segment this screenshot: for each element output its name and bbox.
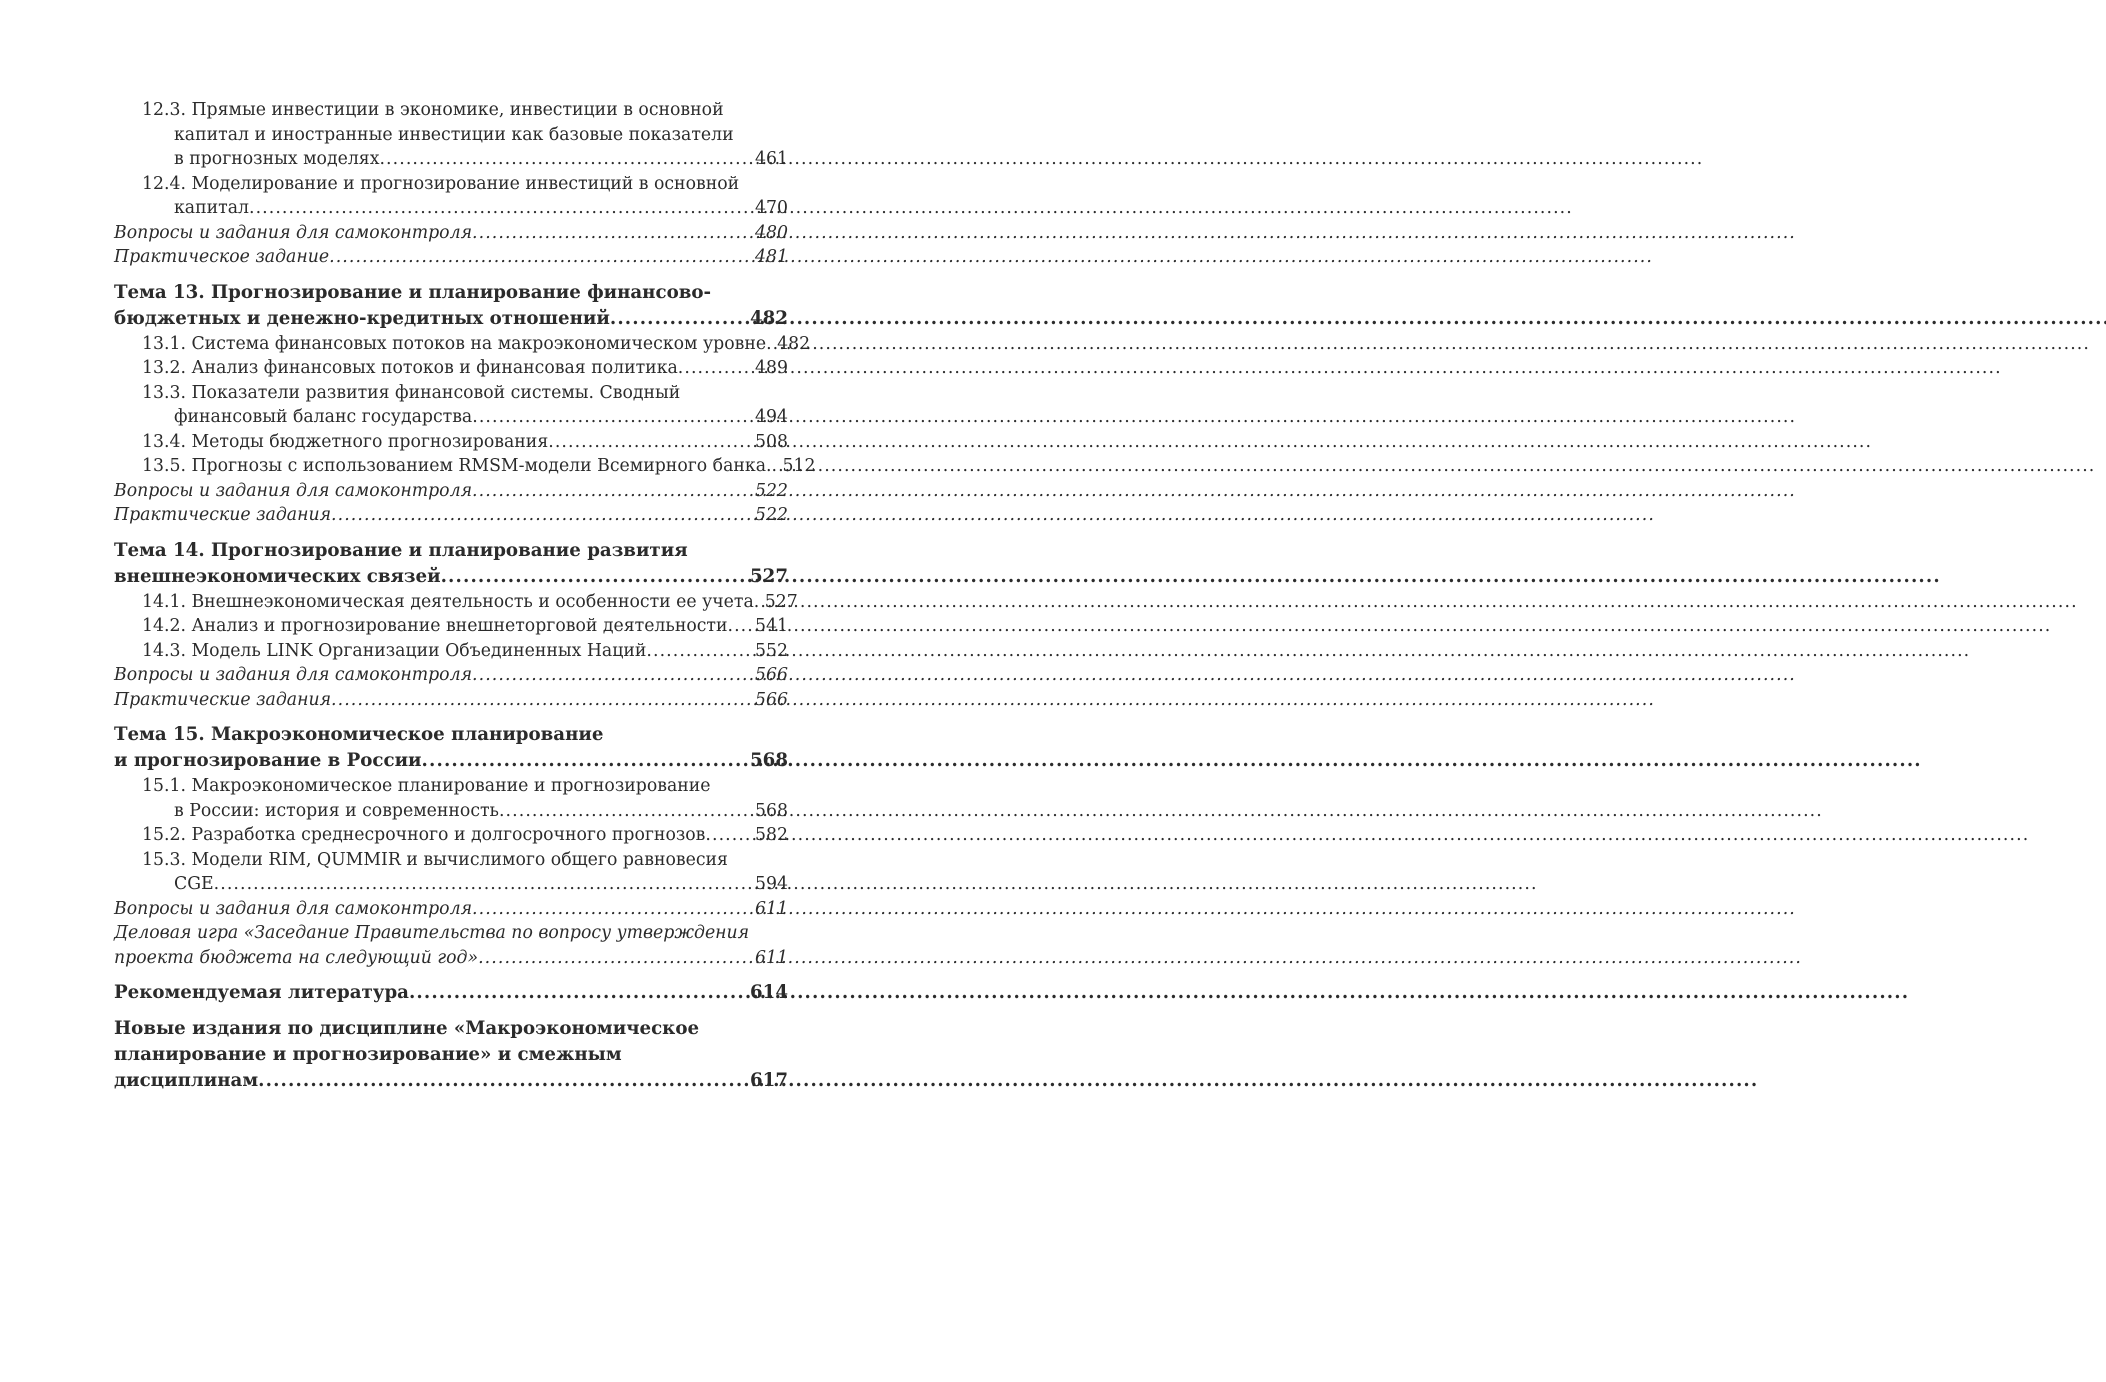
table-of-contents xyxy=(114,98,816,1094)
toc-entry-title: Практические задания xyxy=(114,689,332,710)
toc-entry-title: внешнеэкономических связей xyxy=(114,565,441,587)
toc-entry-title: Вопросы и задания для самоконтроля xyxy=(114,480,473,501)
toc-section-entry[interactable] xyxy=(114,639,788,664)
dot-leader xyxy=(472,663,752,688)
toc-entry-title: 13.5. Прогнозы с использованием RMSM-модели Всемирного банка. xyxy=(142,456,772,476)
dot-leader xyxy=(478,946,752,971)
toc-page-number: 611 xyxy=(755,947,788,968)
dot-leader xyxy=(331,503,752,528)
toc-entry-title: планирование и прогнозирование» и смежным xyxy=(114,1044,622,1065)
toc-section-entry[interactable] xyxy=(114,430,788,455)
toc-entry-line xyxy=(114,980,788,1006)
toc-entry-line xyxy=(114,306,788,332)
toc-entry-title: 13.4. Методы бюджетного прогнозирования xyxy=(142,431,549,452)
toc-entry-line xyxy=(142,614,788,639)
toc-entry-title: Вопросы и задания для самоконтроля xyxy=(114,898,473,919)
toc-entry-title: Практическое задание xyxy=(114,247,330,267)
toc-page-number: 482 xyxy=(750,307,788,329)
toc-entry-title: Тема 15. Макроэкономическое планирование xyxy=(114,724,604,745)
toc-page-number: 522 xyxy=(755,505,788,525)
toc-entry-line xyxy=(142,147,788,172)
toc-page-number: 494 xyxy=(755,407,788,427)
toc-entry-title: 13.2. Анализ финансовых потоков и финансовая политика xyxy=(142,358,678,378)
toc-entry-title: и прогнозирование в России xyxy=(114,750,422,771)
dot-leader xyxy=(214,872,752,897)
toc-entry-title: 15.2. Разработка среднесрочного и долгосрочного прогнозов xyxy=(142,825,706,845)
dot-leader xyxy=(499,799,752,824)
dot-leader xyxy=(472,405,752,430)
toc-entry-line xyxy=(142,405,788,430)
toc-page-number: 481 xyxy=(755,247,788,267)
toc-entry-title: в России: история и современность xyxy=(174,800,499,821)
toc-entry-line xyxy=(114,479,788,504)
dot-leader xyxy=(422,748,747,774)
toc-entry-title: Практические задания xyxy=(114,505,332,525)
toc-entry-line xyxy=(114,748,788,774)
toc-page-number: 611 xyxy=(755,898,788,919)
toc-topic-entry[interactable] xyxy=(114,980,788,1006)
toc-entry-title: дисциплинам xyxy=(114,1070,259,1091)
toc-entry-title: 15.1. Макроэкономическое планирование и прогнозирование xyxy=(142,776,711,796)
dot-leader xyxy=(754,590,762,615)
dot-leader xyxy=(766,332,774,357)
toc-page-number: 522 xyxy=(755,480,788,501)
toc-exercise-entry[interactable] xyxy=(114,921,788,970)
toc-entry-title: 14.3. Модель LINK Организации Объединенных Наций xyxy=(142,640,647,661)
toc-section-entry[interactable] xyxy=(114,614,788,639)
dot-leader xyxy=(329,245,752,270)
toc-page-number: 482 xyxy=(777,333,811,354)
toc-section-entry[interactable] xyxy=(114,381,788,430)
toc-section-entry[interactable] xyxy=(114,774,788,823)
toc-entry-title: 14.1. Внешнеэкономическая деятельность и особенности ее учета xyxy=(142,591,754,612)
toc-exercise-entry[interactable] xyxy=(114,245,788,270)
dot-leader xyxy=(249,196,752,221)
toc-entry-line xyxy=(114,245,788,270)
toc-topic-entry[interactable] xyxy=(114,722,788,774)
toc-topic-entry[interactable] xyxy=(114,538,788,590)
toc-entry-title: 14.2. Анализ и прогнозирование внешнеторговой деятельности xyxy=(142,616,728,636)
toc-page-number: 614 xyxy=(750,982,788,1003)
toc-entry-title: Деловая игра «Заседание Правительства по вопросу утверждения xyxy=(114,923,750,943)
toc-entry-title: Вопросы и задания для самоконтроля xyxy=(114,665,473,685)
toc-entry-line xyxy=(142,799,788,824)
dot-leader xyxy=(472,479,752,504)
toc-page-number: 527 xyxy=(764,591,798,612)
toc-exercise-entry[interactable] xyxy=(114,897,788,922)
dot-leader xyxy=(678,356,752,381)
toc-page-number: 527 xyxy=(750,565,788,587)
toc-entry-title: капитал и иностранные инвестиции как базовые показатели xyxy=(174,124,734,145)
toc-entry-title: финансовый баланс государства xyxy=(174,407,473,427)
toc-exercise-entry[interactable] xyxy=(114,479,788,504)
toc-page-number: 508 xyxy=(755,431,788,452)
toc-entry-title: CGE xyxy=(174,874,214,894)
toc-entry-line xyxy=(114,1068,788,1094)
toc-page-number: 568 xyxy=(750,750,788,771)
toc-section-entry[interactable] xyxy=(114,454,816,479)
toc-page-number: 541 xyxy=(755,616,788,636)
dot-leader xyxy=(441,564,747,590)
toc-exercise-entry[interactable] xyxy=(114,221,788,246)
dot-leader xyxy=(409,980,747,1006)
toc-entry-title: бюджетных и денежно-кредитных отношений xyxy=(114,307,610,329)
toc-entry-title: в прогнозных моделях xyxy=(174,149,380,169)
toc-section-entry[interactable] xyxy=(114,356,788,381)
toc-entry-line xyxy=(142,430,788,455)
toc-entry-line xyxy=(142,590,798,615)
toc-entry-title: Тема 13. Прогнозирование и планирование финансово- xyxy=(114,281,712,303)
toc-entry-line xyxy=(142,196,788,221)
toc-entry-line xyxy=(142,639,788,664)
toc-entry-title: Вопросы и задания для самоконтроля xyxy=(114,222,473,243)
toc-entry-title: капитал xyxy=(174,198,249,218)
toc-page-number: 566 xyxy=(755,665,788,685)
toc-page-number: 512 xyxy=(782,456,816,476)
toc-entry-line xyxy=(142,332,811,357)
toc-page-number: 617 xyxy=(750,1070,788,1091)
toc-entry-line xyxy=(114,503,788,528)
toc-page-number: 566 xyxy=(755,689,788,710)
toc-entry-line xyxy=(114,688,788,713)
toc-topic-entry[interactable] xyxy=(114,280,788,332)
toc-section-entry[interactable] xyxy=(114,332,811,357)
toc-entry-line xyxy=(142,823,788,848)
toc-entry-line xyxy=(142,454,816,479)
toc-entry-line xyxy=(142,872,788,897)
dot-leader xyxy=(472,221,752,246)
toc-section-entry[interactable] xyxy=(114,823,788,848)
toc-topic-entry[interactable] xyxy=(114,1016,788,1094)
toc-entry-line xyxy=(114,897,788,922)
toc-exercise-entry[interactable] xyxy=(114,663,788,688)
dot-leader xyxy=(610,306,747,332)
dot-leader xyxy=(705,823,752,848)
toc-entry-title: 12.4. Моделирование и прогнозирование инвестиций в основной xyxy=(142,173,740,194)
toc-entry-title: 12.3. Прямые инвестиции в экономике, инвестиции в основной xyxy=(142,100,724,120)
toc-section-entry[interactable] xyxy=(114,98,788,172)
toc-entry-line xyxy=(114,946,788,971)
toc-entry-title: 15.3. Модели RIM, QUMMIR и вычислимого общего равновесия xyxy=(142,849,728,870)
dot-leader xyxy=(772,454,780,479)
toc-entry-line xyxy=(114,221,788,246)
toc-entry-line xyxy=(114,564,788,590)
toc-page-number: 552 xyxy=(755,640,788,661)
dot-leader xyxy=(548,430,752,455)
toc-exercise-entry[interactable] xyxy=(114,503,788,528)
toc-entry-title: 13.1. Система финансовых потоков на макроэкономическом уровне xyxy=(142,333,767,354)
toc-entry-title: 13.3. Показатели развития финансовой системы. Сводный xyxy=(142,382,681,403)
toc-exercise-entry[interactable] xyxy=(114,688,788,713)
dot-leader xyxy=(646,639,752,664)
toc-page-number: 480 xyxy=(755,222,788,243)
dot-leader xyxy=(472,897,752,922)
dot-leader xyxy=(379,147,752,172)
dot-leader xyxy=(331,688,752,713)
toc-entry-title: Тема 14. Прогнозирование и планирование развития xyxy=(114,539,688,561)
toc-page-number: 568 xyxy=(755,800,788,821)
dot-leader xyxy=(258,1068,747,1094)
toc-page-number: 470 xyxy=(755,198,788,218)
toc-entry-title: Рекомендуемая литература xyxy=(114,982,409,1003)
toc-section-entry[interactable] xyxy=(114,172,788,221)
toc-entry-title: Новые издания по дисциплине «Макроэкономическое xyxy=(114,1018,700,1039)
toc-section-entry[interactable] xyxy=(114,848,788,897)
toc-section-entry[interactable] xyxy=(114,590,798,615)
toc-entry-line xyxy=(142,356,788,381)
toc-page-number: 489 xyxy=(755,358,788,378)
toc-page-number: 594 xyxy=(755,874,788,894)
toc-page-number: 582 xyxy=(755,825,788,845)
toc-entry-title: проекта бюджета на следующий год» xyxy=(114,947,479,968)
toc-page-number: 461 xyxy=(755,149,788,169)
dot-leader xyxy=(728,614,753,639)
toc-entry-line xyxy=(114,663,788,688)
